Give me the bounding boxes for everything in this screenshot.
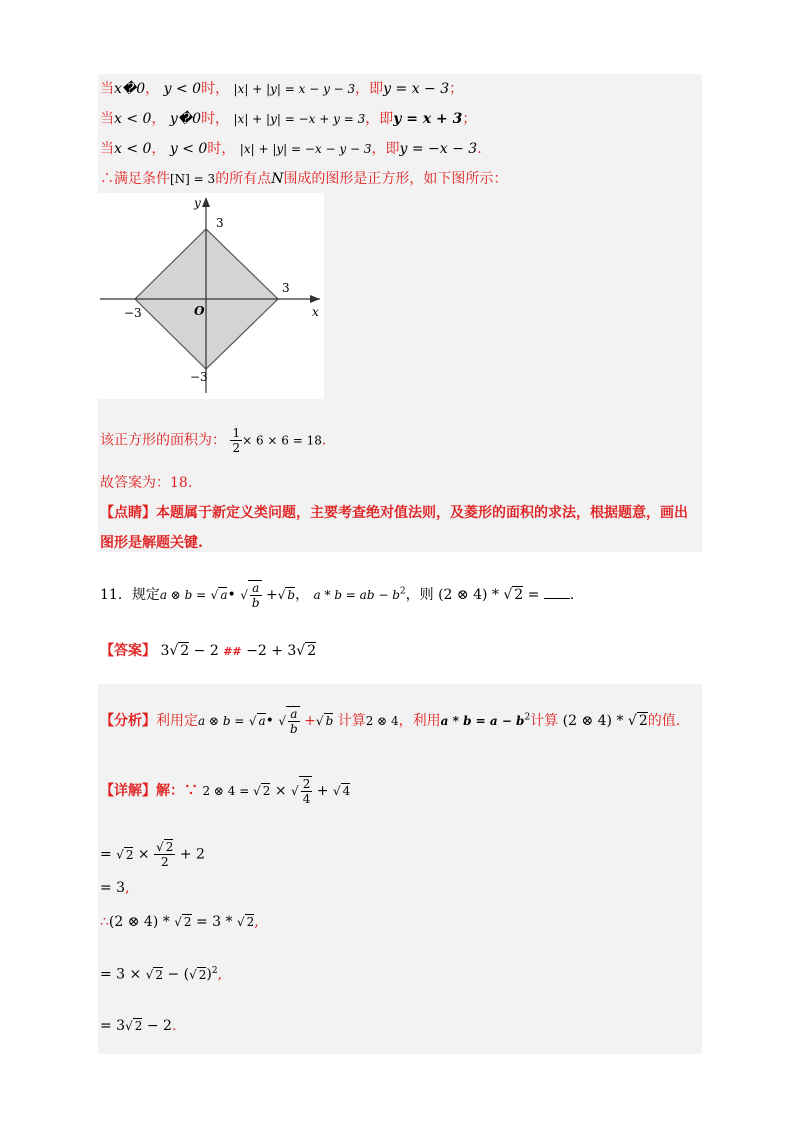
x-axis-label: x: [312, 305, 319, 319]
math: x < 0: [114, 111, 152, 127]
math: x < 0: [114, 141, 152, 157]
fraction: [299, 776, 313, 806]
denominator: b: [251, 596, 260, 610]
text: 的值.: [647, 713, 681, 729]
sqrt-radicand: 2: [134, 1019, 143, 1033]
detail-line: 【详解】解：∵ 2 ⊗ 4 = √ 2 × √ $\frac{2}{4}$ + √ 4: [100, 777, 351, 806]
text: 当: [100, 81, 114, 97]
math: x�0: [114, 81, 146, 97]
text: 时，: [207, 141, 236, 157]
sqrt-radicand: 4: [342, 784, 351, 798]
math: 3: [160, 643, 170, 659]
numerator: 1: [232, 426, 241, 440]
detail-step-5: = 3 × √ 2 − (√ 2)$^2$,: [100, 966, 223, 983]
math: a ⊗ b =: [198, 714, 245, 728]
math: y = x + 3: [393, 111, 463, 127]
math: y < 0: [163, 81, 202, 97]
detail-step-4: ∴(2 ⊗ 4) * √ 2 = 3 * √ 2,: [100, 914, 259, 930]
math: |x| + |y| = x − y − 3: [233, 82, 356, 96]
text: ，: [151, 141, 166, 157]
tick-pos-x: 3: [282, 281, 290, 295]
sqrt-radicand: 2: [262, 784, 271, 798]
sqrt-radicand: 2: [155, 967, 164, 982]
text: ，利用: [398, 713, 441, 729]
answer-line-prev: 故答案为：18.: [100, 475, 193, 491]
math: a * b = ab − b: [313, 588, 400, 602]
text: ,: [125, 880, 130, 896]
tick-pos-y: 3: [216, 216, 224, 230]
numerator: 2: [165, 840, 174, 854]
math: +: [266, 587, 278, 603]
sqrt-radicand: 2: [198, 967, 207, 982]
fraction: [286, 706, 300, 736]
math: + 2: [175, 846, 205, 863]
text: 当: [100, 141, 114, 157]
fraction: [230, 426, 242, 455]
detail-step-2: = √ 2 × $\frac{√ 2}{2}$ + 2: [100, 840, 205, 869]
text: 当: [100, 111, 114, 127]
text: ,: [217, 966, 223, 983]
math: |x| + |y| = −x + y = 3: [233, 112, 366, 126]
math: y = x − 3: [383, 81, 450, 97]
text: .: [321, 432, 327, 449]
solution-block-bottom: [98, 684, 702, 1054]
sqrt-radicand: 2: [246, 915, 255, 929]
fraction: [248, 580, 262, 610]
math: +: [304, 713, 316, 729]
math: a * b = a − b: [440, 714, 525, 728]
sqrt-radicand: 2: [514, 587, 524, 603]
text: ，: [295, 587, 310, 603]
text: .: [171, 1018, 177, 1034]
denominator: b: [290, 722, 298, 736]
math: = 3 *: [191, 914, 237, 930]
math: ×: [270, 783, 292, 799]
text: 计算: [337, 713, 366, 729]
sqrt-radicand: 2: [125, 847, 134, 862]
text: .: [569, 587, 575, 603]
superscript: 2: [399, 586, 406, 597]
math: (2 ⊗ 4) *: [438, 587, 504, 603]
math: = 3 ×: [100, 966, 146, 983]
text: ，即: [355, 81, 384, 97]
case-line-1: [100, 78, 463, 98]
math: a ⊗ b =: [159, 588, 207, 602]
math: •: [265, 713, 274, 729]
sqrt-radicand: a: [220, 588, 228, 602]
numerator: a: [288, 707, 300, 722]
detail-step-3: [100, 880, 130, 896]
math: |x| + |y| = −x − y − 3: [239, 142, 372, 156]
math: =: [523, 587, 544, 603]
math: = 3: [100, 880, 126, 896]
text: 该正方形的面积为：: [100, 432, 226, 449]
fraction: $\frac{√ 2}{2}$: [156, 840, 174, 869]
tick-neg-x: −3: [124, 306, 142, 320]
math: − (: [163, 966, 190, 983]
math: y < 0: [169, 141, 208, 157]
detail-label: 【详解】解：∵: [100, 783, 198, 799]
math: − 2: [142, 1018, 172, 1034]
text: .: [477, 141, 482, 157]
answer-line: 【答案】 3√ 2 − 2 ## −2 + 3√ 2: [100, 643, 317, 659]
detail-step-6: = 3√ 2 − 2.: [100, 1018, 177, 1034]
sqrt-radicand: a: [258, 714, 266, 728]
math: ×: [133, 846, 155, 863]
text: 时，: [201, 81, 230, 97]
sqrt-radicand: b: [325, 714, 334, 728]
therefore-symbol: ∴: [100, 914, 109, 930]
text: 利用定: [156, 713, 198, 729]
square-figure: [98, 193, 324, 399]
math: [N] = 3: [170, 172, 216, 186]
denominator: 4: [302, 792, 311, 806]
analysis-line: 【分析】利用定a ⊗ b = √ a• √ $\frac{a}{b}$ +√ b 计算2 ⊗ 4，利用$a * b = a - b^2$计算 (2 ⊗ 4) * √ 2的值.: [100, 707, 681, 736]
math: −2 + 3: [246, 643, 297, 659]
tick-neg-y: −3: [190, 370, 208, 384]
text: ，则: [405, 587, 434, 603]
math: × 6 × 6 = 18: [242, 433, 322, 448]
x-axis-arrow-icon: [310, 295, 320, 303]
area-line: [100, 426, 326, 455]
case-line-2: [100, 108, 476, 128]
superscript: 2: [524, 712, 531, 723]
math: 2 ⊗ 4: [365, 714, 399, 728]
sqrt-radicand: b: [287, 588, 296, 602]
math: ): [206, 966, 212, 983]
text: ，即: [365, 111, 394, 127]
sqrt-radicand: 2: [180, 643, 190, 659]
text: 计算: [530, 713, 559, 729]
numerator: 2: [302, 777, 311, 791]
question-number: 11．规定: [100, 587, 160, 603]
denominator: 2: [232, 441, 241, 455]
y-axis-arrow-icon: [202, 197, 210, 207]
math: y�0: [169, 111, 202, 127]
coordinate-diagram: [98, 193, 324, 399]
text: ，即: [371, 141, 400, 157]
superscript: 2: [211, 966, 218, 976]
separator: ##: [223, 645, 242, 658]
text: ∴满足条件: [100, 171, 170, 187]
sqrt-radicand: 2: [307, 643, 317, 659]
numerator: a: [250, 581, 262, 596]
math: +: [312, 783, 333, 799]
math: (2 ⊗ 4) *: [108, 914, 175, 930]
text: ；: [449, 81, 464, 97]
math: 2 ⊗ 4 =: [202, 784, 254, 798]
math: (2 ⊗ 4) *: [562, 713, 628, 729]
math: = 3: [100, 1018, 126, 1034]
text: ，: [145, 81, 160, 97]
math: − 2: [189, 643, 219, 659]
dianjing-line-1: 【点睛】本题属于新定义类问题，主要考查绝对值法则，及菱形的面积的求法，根据题意，画出: [100, 505, 688, 521]
dianjing-line-2: 图形是解题关键.: [100, 535, 203, 551]
text: ,: [254, 914, 259, 930]
math: N: [271, 171, 284, 187]
text: 的所有点: [215, 171, 272, 187]
origin-label: O: [194, 304, 205, 318]
answer-blank: [544, 586, 570, 599]
math: =: [100, 846, 117, 863]
text: 围成的图形是正方形，如下图所示：: [283, 171, 508, 187]
question-11: 11．规定a ⊗ b = √ a• √ $\frac{a}{b}$ +√ b， a * b = ab − $b^2$，则 (2 ⊗ 4) * √ 2 = .: [100, 581, 575, 610]
y-axis-label: y: [194, 196, 201, 210]
math: y = −x − 3: [399, 141, 478, 157]
conclusion-line: [100, 168, 507, 188]
text: 时，: [201, 111, 230, 127]
sqrt-radicand: 2: [183, 915, 192, 929]
sqrt-radicand: 2: [638, 713, 648, 729]
answer-label: 【答案】: [100, 643, 156, 659]
analysis-label: 【分析】: [100, 713, 156, 729]
math: •: [227, 587, 236, 603]
text: ，: [151, 111, 166, 127]
case-line-3: [100, 138, 482, 158]
denominator: 2: [160, 855, 169, 869]
text: ；: [462, 111, 477, 127]
